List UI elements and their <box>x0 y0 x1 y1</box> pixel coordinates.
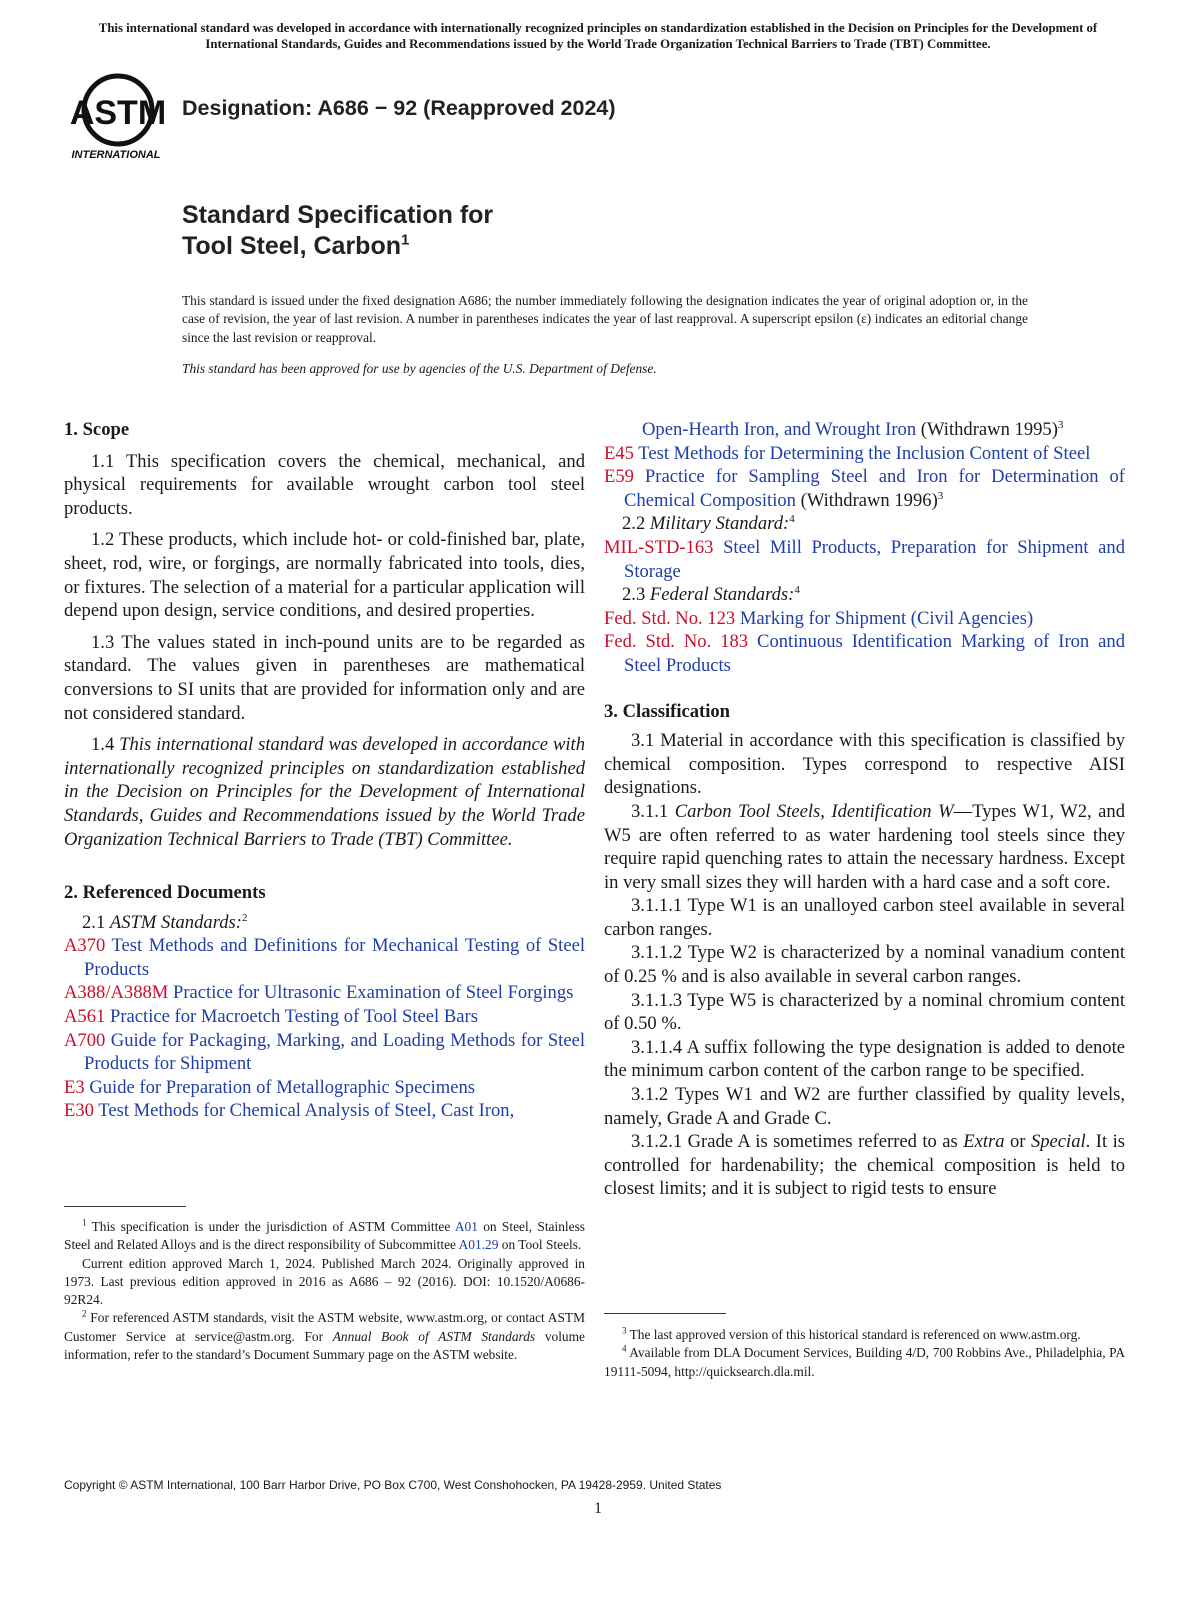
scope-p3: 1.3 The values stated in inch-pound units are to be regarded as standard. The values given in parentheses are mathematical conversions to SI units that are provided for information only and are not considered standard. <box>64 631 585 724</box>
ref-item-a561[interactable]: A561 Practice for Macroetch Testing of Tool Steel Bars <box>64 1006 478 1028</box>
classification-p5: 3.1.1.3 Type W5 is characterized by a nominal chromium content of 0.50 %. <box>604 989 1125 1035</box>
title-footnote-ref[interactable]: 1 <box>401 231 410 249</box>
logo-subtext: INTERNATIONAL <box>71 149 161 161</box>
classification-heading: 3. Classification <box>604 700 731 722</box>
classification-p3: 3.1.1.1 Type W1 is an unalloyed carbon steel available in several carbon ranges. <box>604 895 1125 940</box>
page-number: 1 <box>594 1500 602 1517</box>
military-standard-label: 2.2 Military Standard:$^4$ <box>622 513 795 535</box>
scope-p2: 1.2 These products, which include hot- or cold-finished bar, plate, sheet, rod, wire, or forgings, are normally fabricated into tools, dies, or fixtures. The selection of a material for a particular application will depend upon design, service conditions, and desired properties. <box>64 529 585 622</box>
footnotes-left <box>64 1218 585 1364</box>
footnote-rule-left <box>64 1206 186 1207</box>
title-line-2: Tool Steel, Carbon$^1$ <box>182 231 410 260</box>
classification-p8: 3.1.2.1 Grade A is sometimes referred to as Extra or Special. It is controlled for hardenability; the chemical composition is held to closest limits; and it is subject to rigid tests to ensure <box>604 1131 1125 1200</box>
dod-note: This standard has been approved for use by agencies of the U.S. Department of Defense. <box>182 361 657 376</box>
committee-a01-link[interactable]: A01 <box>454 1219 478 1234</box>
footnote-1: $^1$ This specification is under the jurisdiction of ASTM Committee A01 on Steel, Stainless Steel and Related Alloys and is the direct responsibility of Subcommittee A01.29 on Tool Steels. <box>64 1217 585 1253</box>
title-line-1: Standard Specification for <box>182 201 494 229</box>
left-column <box>64 418 585 1123</box>
classification-p6: 3.1.1.4 A suffix following the type designation is added to denote the minimum carbon content of the carbon range to be specified. <box>604 1036 1125 1082</box>
subcommittee-a0129-link[interactable]: A01.29 <box>458 1237 499 1253</box>
footnote-2: $^2$ For referenced ASTM standards, visit the ASTM website, www.astm.org, or contact ASTM Customer Service at service@astm.org. For Annual Book of ASTM Standards volume information, refer to the standard’s Document Summary page on the ASTM website. <box>64 1309 585 1363</box>
ref-item-a370[interactable]: A370 Test Methods and Definitions for Mechanical Testing of Steel Products <box>64 935 586 980</box>
refdocs-heading: 2. Referenced Documents <box>64 882 266 904</box>
issue-note: This standard is issued under the fixed designation A686; the number immediately following the designation indicates the year of original adoption or, in the case of revision, the year of last revision. A number in parentheses indicates the year of last reapproval. A superscript epsilon (ε) indicates an editorial change since the last revision or reapproval. <box>182 293 1028 345</box>
logo-letters: ASTM <box>69 94 167 132</box>
classification-p4: 3.1.1.2 Type W2 is characterized by a nominal vanadium content of 0.25 % and is also available in several carbon ranges. <box>604 942 1125 988</box>
ref-item-e3[interactable]: E3 Guide for Preparation of Metallographic Specimens <box>64 1076 476 1098</box>
ref-item-fed-std-183[interactable]: Fed. Std. No. 183 Continuous Identification Marking of Iron and Steel Products <box>604 631 1126 676</box>
classification-p7: 3.1.2 Types W1 and W2 are further classified by quality levels, namely, Grade A and Grade C. <box>604 1084 1125 1129</box>
copyright-line: Copyright © ASTM International, 100 Barr Harbor Drive, PO Box C700, West Conshohocken, PA 19428-2959. United States <box>64 1478 722 1492</box>
federal-standards-label: 2.3 Federal Standards:$^4$ <box>622 583 800 606</box>
astm-logo-graphic <box>64 70 174 166</box>
top-notice: This international standard was developed in accordance with internationally recognized principles on standardization established in the Decision on Principles for the Development of International Standards, Guides and Recommendations issued by the World Trade Organization Technical Barriers to Trade (TBT) Committee. <box>98 21 1098 51</box>
designation: Designation: A686 − 92 (Reapproved 2024) <box>182 96 616 120</box>
ref-item-e45[interactable]: E45 Test Methods for Determining the Inclusion Content of Steel <box>604 442 1091 464</box>
right-column <box>604 418 1125 1201</box>
ref-item-e30-cont[interactable]: Open-Hearth Iron, and Wrought Iron (Withdrawn 1995)$^3$ <box>642 418 1064 440</box>
footnote-rule-right <box>604 1313 726 1314</box>
ref-item-e59[interactable]: E59 Practice for Sampling Steel and Iron for Determination of Chemical Composition (Withdrawn 1996)$^3$ <box>604 466 1125 511</box>
footnotes-right <box>604 1326 1125 1381</box>
footnote-4: $^4$ Available from DLA Document Services, Building 4/D, 700 Robbins Ave., Philadelphia, PA 19111-5094, http://quicksearch.dla.mil. <box>604 1343 1125 1379</box>
footnote-1-edition: Current edition approved March 1, 2024. Published March 2024. Originally approved in 1973. Last previous edition approved in 2016 as A686 – 92 (2016). DOI: 10.1520/A0686-92R24. <box>64 1255 585 1308</box>
document-title <box>182 200 493 262</box>
classification-p2: 3.1.1 Carbon Tool Steels, Identification W—Types W1, W2, and W5 are often referred to as water hardening tool steels since they require rapid quenching rates to attain the necessary hardness. Except in very small sizes they will harden with a hard case and a soft core. <box>604 800 1125 893</box>
ref-item-a388[interactable]: A388/A388M Practice for Ultrasonic Examination of Steel Forgings <box>64 982 574 1004</box>
classification-p1: 3.1 Material in accordance with this specification is classified by chemical composition. Types correspond to respective AISI designations. <box>604 730 1125 799</box>
ref-item-mil-std-163[interactable]: MIL-STD-163 Steel Mill Products, Preparation for Shipment and Storage <box>604 536 1126 582</box>
astm-logo <box>64 70 174 166</box>
ref-item-e30[interactable]: E30 Test Methods for Chemical Analysis of Steel, Cast Iron, <box>64 1100 515 1122</box>
ref-item-a700[interactable]: A700 Guide for Packaging, Marking, and Loading Methods for Steel Products for Shipment <box>64 1029 585 1075</box>
footnote-3: $^3$ The last approved version of this historical standard is referenced on www.astm.org. <box>622 1325 1081 1342</box>
ref-item-fed-std-123[interactable]: Fed. Std. No. 123 Marking for Shipment (Civil Agencies) <box>604 607 1034 629</box>
astm-standards-label: 2.1 ASTM Standards:$^2$ <box>82 911 248 933</box>
scope-heading: 1. Scope <box>64 419 130 440</box>
scope-p4: 1.4 This international standard was developed in accordance with internationally recognized principles on standardization established in the Decision on Principles for the Development of International Standards, Guides and Recommendations issued by the World Trade Organization Technical Barriers to Trade (TBT) Committee. <box>64 734 585 850</box>
scope-p1: 1.1 This specification covers the chemical, mechanical, and physical requirements for available wrought carbon tool steel products. <box>64 450 585 519</box>
